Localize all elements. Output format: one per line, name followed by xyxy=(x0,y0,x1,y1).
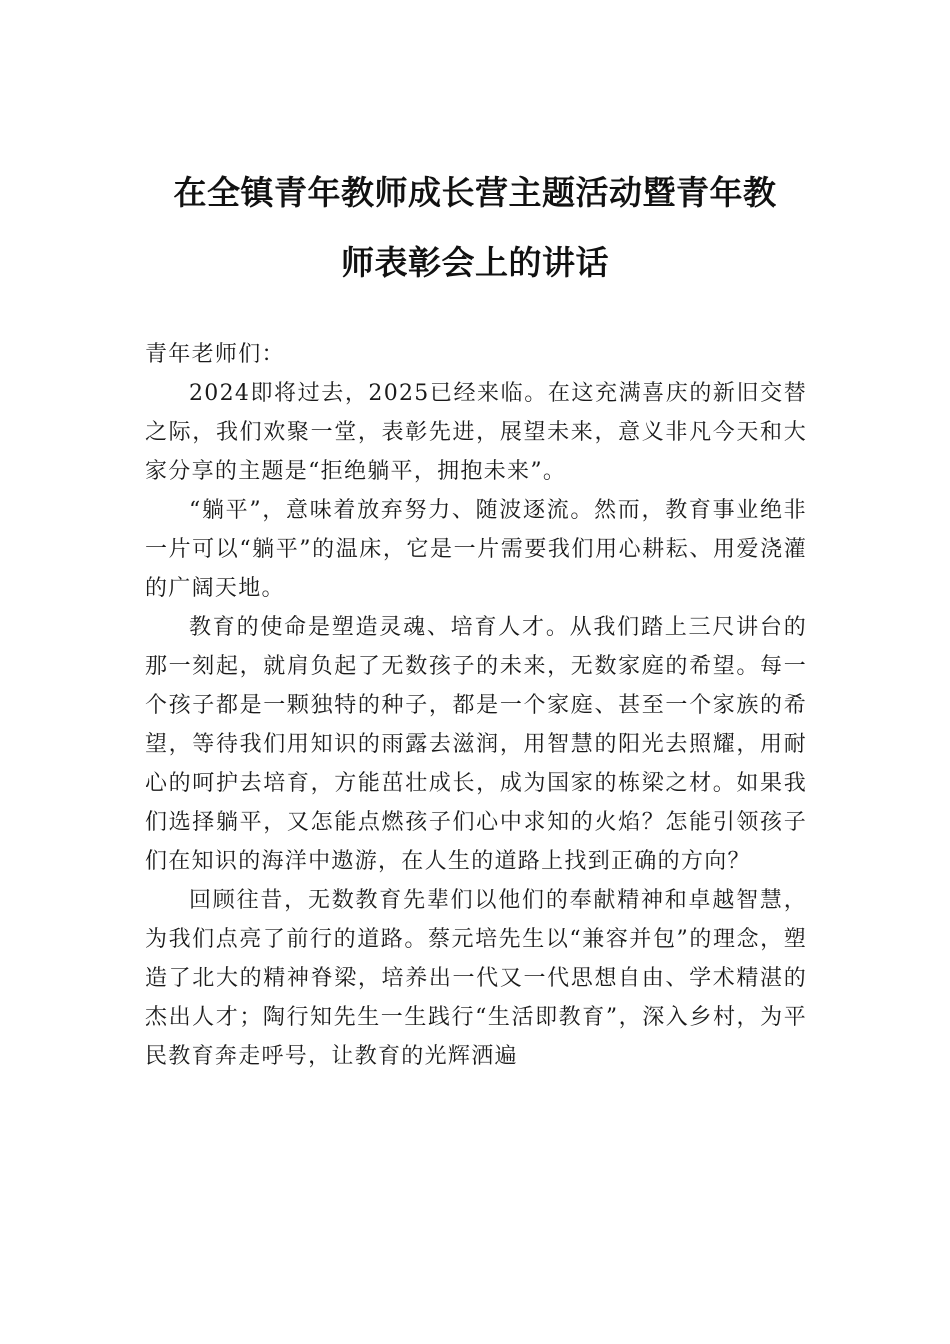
title-line-2: 师表彰会上的讲话 xyxy=(341,243,609,282)
paragraph: 回顾往昔，无数教育先辈们以他们的奉献精神和卓越智慧，为我们点亮了前行的道路。蔡元培先生以“兼容并包”的理念，塑造了北大的精神脊梁，培养出一代又一代思想自由、学术精湛的杰出人才；陶行知先生一生践行“生活即教育”，深入乡村，为平民教育奔走呼号，让教育的光辉洒遍 xyxy=(145,888,807,1069)
document-title xyxy=(140,158,810,298)
paragraph: “躺平”，意味着放弃努力、随波逐流。然而，教育事业绝非一片可以“躺平”的温床，它是一片需要我们用心耕耘、用爱浇灌的广阔天地。 xyxy=(145,498,807,601)
paragraph: 教育的使命是塑造灵魂、培育人才。从我们踏上三尺讲台的那一刻起，就肩负起了无数孩子的未来，无数家庭的希望。每一个孩子都是一颗独特的种子，都是一个家庭、甚至一个家族的希望，等待我们用知识的雨露去滋润，用智慧的阳光去照耀，用耐心的呵护去培育，方能茁壮成长，成为国家的栋梁之材。如果我们选择躺平，又怎能点燃孩子们心中求知的火焰？怎能引领孩子们在知识的海洋中遨游，在人生的道路上找到正确的方向？ xyxy=(145,615,807,874)
salutation: 青年老师们： xyxy=(145,342,285,367)
document-body xyxy=(145,335,807,1076)
paragraph: 2024即将过去，2025已经来临。在这充满喜庆的新旧交替之际，我们欢聚一堂，表彰先进，展望未来，意义非凡今天和大家分享的主题是“拒绝躺平，拥抱未来”。 xyxy=(145,381,807,484)
title-line-1: 在全镇青年教师成长营主题活动暨青年教 xyxy=(173,173,777,212)
